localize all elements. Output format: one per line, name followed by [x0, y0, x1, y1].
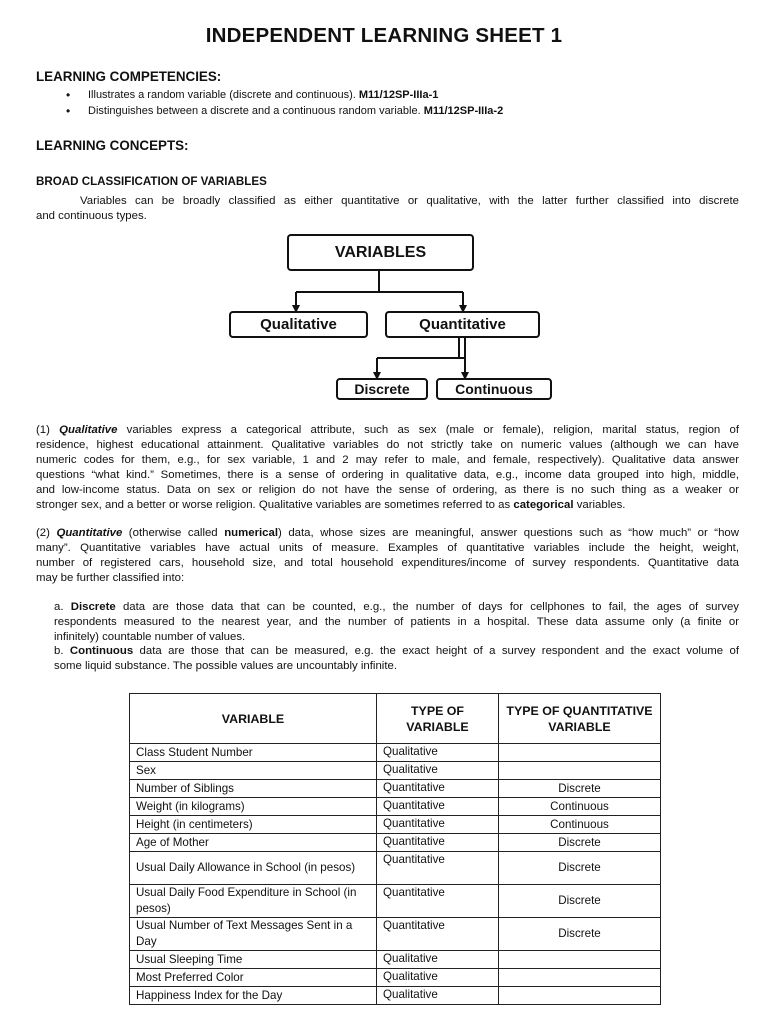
table-row — [130, 885, 661, 918]
table-row — [130, 918, 661, 951]
para-line: numeric codes for them, e.g., for sex variable, 1 and 2 may refer to male, and female, respectively). Qualitative data answer — [36, 453, 739, 466]
cell-variable: Most Preferred Color — [130, 969, 377, 987]
competency-item — [0, 103, 503, 119]
cell-type: Qualitative — [377, 969, 499, 987]
cell-quant-type — [499, 987, 661, 1005]
cell-quant-type — [499, 744, 661, 762]
cell-variable: Usual Daily Food Expenditure in School (in pesos) — [130, 885, 377, 918]
node-qualitative: Qualitative — [229, 311, 368, 338]
cell-variable: Weight (in kilograms) — [130, 798, 377, 816]
cell-variable: Usual Sleeping Time — [130, 951, 377, 969]
para-text: variables express a categorical attribute, such as sex (male or female), religion, marital status, region of — [117, 424, 739, 436]
concepts-heading: LEARNING CONCEPTS: — [36, 138, 189, 153]
cell-quant-type: Discrete — [499, 852, 661, 885]
para-number: (1) — [36, 424, 60, 436]
discrete-paragraph — [54, 600, 739, 645]
table-header-row — [130, 694, 661, 744]
cell-type: Quantitative — [377, 918, 499, 951]
cell-type: Quantitative — [377, 816, 499, 834]
qualitative-term: Qualitative — [59, 424, 118, 436]
intro-paragraph — [36, 194, 739, 224]
classification-subheading: BROAD CLASSIFICATION OF VARIABLES — [36, 175, 267, 188]
quantitative-paragraph — [36, 526, 739, 586]
para-line: questions “what kind.” Sometimes, there is a sense of ordering in qualitative data, e.g., income data grouped into high, middle, — [36, 468, 739, 481]
table-row — [130, 762, 661, 780]
cell-type: Quantitative — [377, 852, 499, 885]
header-variable: VARIABLE — [130, 694, 377, 744]
cell-type: Qualitative — [377, 987, 499, 1005]
cell-quant-type — [499, 969, 661, 987]
cell-quant-type: Continuous — [499, 798, 661, 816]
node-quantitative: Quantitative — [385, 311, 540, 338]
para-line: some liquid substance. The possible values are uncountably infinite. — [54, 659, 397, 672]
cell-type: Quantitative — [377, 798, 499, 816]
para-letter: a. — [54, 601, 71, 613]
para-line: residence, highest educational attainment. Qualitative variables do not strictly take on numeric values (although we can have — [36, 438, 739, 451]
table-row — [130, 744, 661, 762]
table-row — [130, 951, 661, 969]
para-text: variables. — [573, 498, 626, 511]
para-text: stronger sex, and a better or worse religion. Qualitative variables are sometimes referred to as — [36, 498, 514, 511]
cell-type: Quantitative — [377, 780, 499, 798]
cell-quant-type: Discrete — [499, 780, 661, 798]
cell-variable: Sex — [130, 762, 377, 780]
para-text: ) data, whose sizes are meaningful, answer questions such as “how much” or “how — [278, 527, 739, 539]
para-number: (2) — [36, 527, 57, 539]
cell-quant-type — [499, 762, 661, 780]
node-continuous: Continuous — [436, 378, 552, 400]
table-row — [130, 816, 661, 834]
para-text: data are those that can be measured, e.g. the exact height of a survey respondent and the exact volume of — [133, 645, 739, 657]
cell-quant-type — [499, 951, 661, 969]
competency-text: Distinguishes between a discrete and a continuous random variable. — [88, 105, 424, 117]
bullet-icon: • — [66, 104, 71, 118]
para-line: respondents measured to the nearest year, and the number of patients in a hospital. These data assume only (a finite or — [54, 615, 739, 628]
intro-line: and continuous types. — [36, 209, 147, 222]
cell-type: Qualitative — [377, 744, 499, 762]
numerical-term: numerical — [224, 527, 278, 539]
cell-variable: Usual Number of Text Messages Sent in a Day — [130, 918, 377, 951]
qualitative-paragraph — [36, 423, 739, 512]
discrete-term: Discrete — [70, 601, 116, 613]
cell-type: Quantitative — [377, 885, 499, 918]
para-line: number of registered cars, household size, and total household expenditures/income of survey respondents. Quantitative data — [36, 556, 739, 569]
cell-type: Qualitative — [377, 951, 499, 969]
cell-type: Quantitative — [377, 834, 499, 852]
para-line: may be further classified into: — [36, 571, 185, 584]
para-text: (otherwise called — [122, 527, 225, 539]
cell-quant-type: Continuous — [499, 816, 661, 834]
table-row — [130, 780, 661, 798]
cell-quant-type: Discrete — [499, 885, 661, 918]
node-variables: VARIABLES — [287, 234, 474, 271]
competencies-list — [0, 87, 503, 119]
cell-quant-type: Discrete — [499, 834, 661, 852]
cell-variable: Class Student Number — [130, 744, 377, 762]
cell-variable: Number of Siblings — [130, 780, 377, 798]
competency-code: M11/12SP-IIIa-1 — [358, 89, 439, 101]
categorical-term: categorical — [513, 498, 574, 511]
quantitative-term: Quantitative — [56, 527, 123, 539]
page-title: INDEPENDENT LEARNING SHEET 1 — [205, 24, 563, 47]
para-letter: b. — [54, 645, 70, 657]
table-row — [130, 798, 661, 816]
competency-text: Illustrates a random variable (discrete and continuous). — [88, 89, 359, 101]
header-quant-type: TYPE OF QUANTITATIVE VARIABLE — [499, 694, 661, 744]
competency-code: M11/12SP-IIIa-2 — [423, 105, 504, 117]
continuous-paragraph — [54, 644, 739, 674]
header-type: TYPE OF VARIABLE — [377, 694, 499, 744]
para-text: data are those data that can be counted, e.g., the number of days for cellphones to fail, the ages of survey — [115, 601, 739, 613]
table-row — [130, 969, 661, 987]
para-line: many”. Quantitative variables have actual units of measure. Examples of quantitative variables include the height, weight, — [36, 541, 739, 554]
table-row — [130, 834, 661, 852]
intro-line: Variables can be broadly classified as either quantitative or qualitative, with the latter further classified into discrete — [80, 195, 739, 207]
table-row — [130, 987, 661, 1005]
continuous-term: Continuous — [69, 645, 134, 657]
node-discrete: Discrete — [336, 378, 428, 400]
cell-variable: Happiness Index for the Day — [130, 987, 377, 1005]
cell-variable: Age of Mother — [130, 834, 377, 852]
cell-quant-type: Discrete — [499, 918, 661, 951]
cell-variable: Usual Daily Allowance in School (in pesos) — [130, 852, 377, 885]
table-body — [130, 744, 661, 1005]
cell-variable: Height (in centimeters) — [130, 816, 377, 834]
bullet-icon: • — [66, 88, 71, 102]
para-line: infinitely) countable number of values. — [54, 630, 246, 643]
table-row — [130, 852, 661, 885]
competencies-heading: LEARNING COMPETENCIES: — [36, 69, 222, 84]
variables-table — [129, 693, 661, 1005]
cell-type: Qualitative — [377, 762, 499, 780]
para-line: and low-income status. Data on sex or religion do not have the sense of ordering, as there is no such thing as a weaker or — [36, 483, 739, 496]
competency-item — [0, 87, 503, 103]
